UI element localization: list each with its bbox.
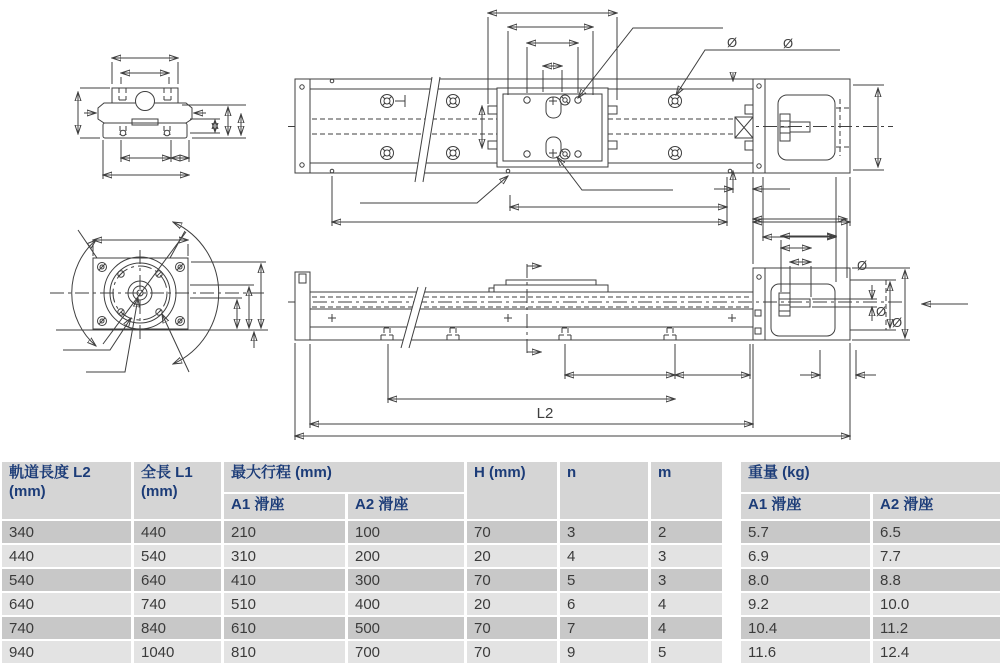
table-cell: 440 bbox=[134, 521, 221, 543]
table-cell: 640 bbox=[2, 593, 131, 615]
table-cell: 70 bbox=[467, 641, 557, 663]
header-max-stroke-group: 最大行程 (mm) bbox=[224, 462, 464, 492]
table-cell: 940 bbox=[2, 641, 131, 663]
table-cell: 400 bbox=[348, 593, 464, 615]
table-cell: 100 bbox=[348, 521, 464, 543]
table-cell: 3 bbox=[560, 521, 648, 543]
header-total-length: 全長 L1 (mm) bbox=[134, 462, 221, 519]
diameter-symbol: Ø bbox=[891, 315, 903, 330]
table-cell: 70 bbox=[467, 521, 557, 543]
table-cell: 810 bbox=[224, 641, 345, 663]
side-view bbox=[288, 219, 968, 440]
table-cell: 6 bbox=[560, 593, 648, 615]
header-weight-group: 重量 (kg) bbox=[741, 462, 1000, 492]
diameter-symbol: Ø bbox=[782, 36, 794, 51]
table-cell: 20 bbox=[467, 593, 557, 615]
header-weight-a2: A2 滑座 bbox=[873, 494, 1000, 519]
table-cell: 2 bbox=[651, 521, 722, 543]
header-stroke-a1: A1 滑座 bbox=[224, 494, 345, 519]
table-cell: 70 bbox=[467, 617, 557, 639]
table-cell: 12.4 bbox=[873, 641, 1000, 663]
table-cell: 740 bbox=[134, 593, 221, 615]
diameter-symbol: Ø bbox=[875, 304, 887, 319]
table-cell: 8.0 bbox=[741, 569, 870, 591]
header-stroke-a2: A2 滑座 bbox=[348, 494, 464, 519]
table-cell: 640 bbox=[134, 569, 221, 591]
table-cell: 7 bbox=[560, 617, 648, 639]
table-cell: 300 bbox=[348, 569, 464, 591]
header-h: H (mm) bbox=[467, 462, 557, 519]
table-cell: 4 bbox=[560, 545, 648, 567]
table-cell: 440 bbox=[2, 545, 131, 567]
header-m: m bbox=[651, 462, 722, 519]
plan-view bbox=[288, 13, 893, 244]
table-cell: 3 bbox=[651, 569, 722, 591]
table-cell: 7.7 bbox=[873, 545, 1000, 567]
header-rail-length: 軌道長度 L2 (mm) bbox=[2, 462, 131, 519]
table-cell: 5.7 bbox=[741, 521, 870, 543]
table-cell: 11.2 bbox=[873, 617, 1000, 639]
header-n: n bbox=[560, 462, 648, 519]
table-cell: 4 bbox=[651, 617, 722, 639]
header-weight-a1: A1 滑座 bbox=[741, 494, 870, 519]
table-cell: 10.4 bbox=[741, 617, 870, 639]
table-cell: 70 bbox=[467, 569, 557, 591]
table-cell: 700 bbox=[348, 641, 464, 663]
table-cell: 540 bbox=[2, 569, 131, 591]
table-cell: 6.5 bbox=[873, 521, 1000, 543]
table-cell: 6.9 bbox=[741, 545, 870, 567]
table-cell: 4 bbox=[651, 593, 722, 615]
table-cell: 10.0 bbox=[873, 593, 1000, 615]
mounting-slots bbox=[381, 328, 676, 340]
table-cell: 410 bbox=[224, 569, 345, 591]
table-cell: 840 bbox=[134, 617, 221, 639]
carriage-end-view bbox=[78, 58, 246, 179]
table-cell: 510 bbox=[224, 593, 345, 615]
table-cell: 310 bbox=[224, 545, 345, 567]
table-cell: 340 bbox=[2, 521, 131, 543]
l2-dimension-label: L2 bbox=[536, 405, 554, 422]
diameter-symbol: Ø bbox=[726, 35, 738, 50]
table-cell: 5 bbox=[560, 569, 648, 591]
table-cell: 20 bbox=[467, 545, 557, 567]
table-cell: 9 bbox=[560, 641, 648, 663]
table-cell: 540 bbox=[134, 545, 221, 567]
table-cell: 11.6 bbox=[741, 641, 870, 663]
table-cell: 1040 bbox=[134, 641, 221, 663]
spec-table bbox=[2, 462, 998, 663]
table-cell: 500 bbox=[348, 617, 464, 639]
table-cell: 9.2 bbox=[741, 593, 870, 615]
motor-flange-view bbox=[50, 222, 268, 372]
table-cell: 610 bbox=[224, 617, 345, 639]
table-cell: 200 bbox=[348, 545, 464, 567]
table-cell: 740 bbox=[2, 617, 131, 639]
table-cell: 5 bbox=[651, 641, 722, 663]
table-cell: 3 bbox=[651, 545, 722, 567]
table-cell: 210 bbox=[224, 521, 345, 543]
diameter-symbol: Ø bbox=[856, 258, 868, 273]
table-cell: 8.8 bbox=[873, 569, 1000, 591]
